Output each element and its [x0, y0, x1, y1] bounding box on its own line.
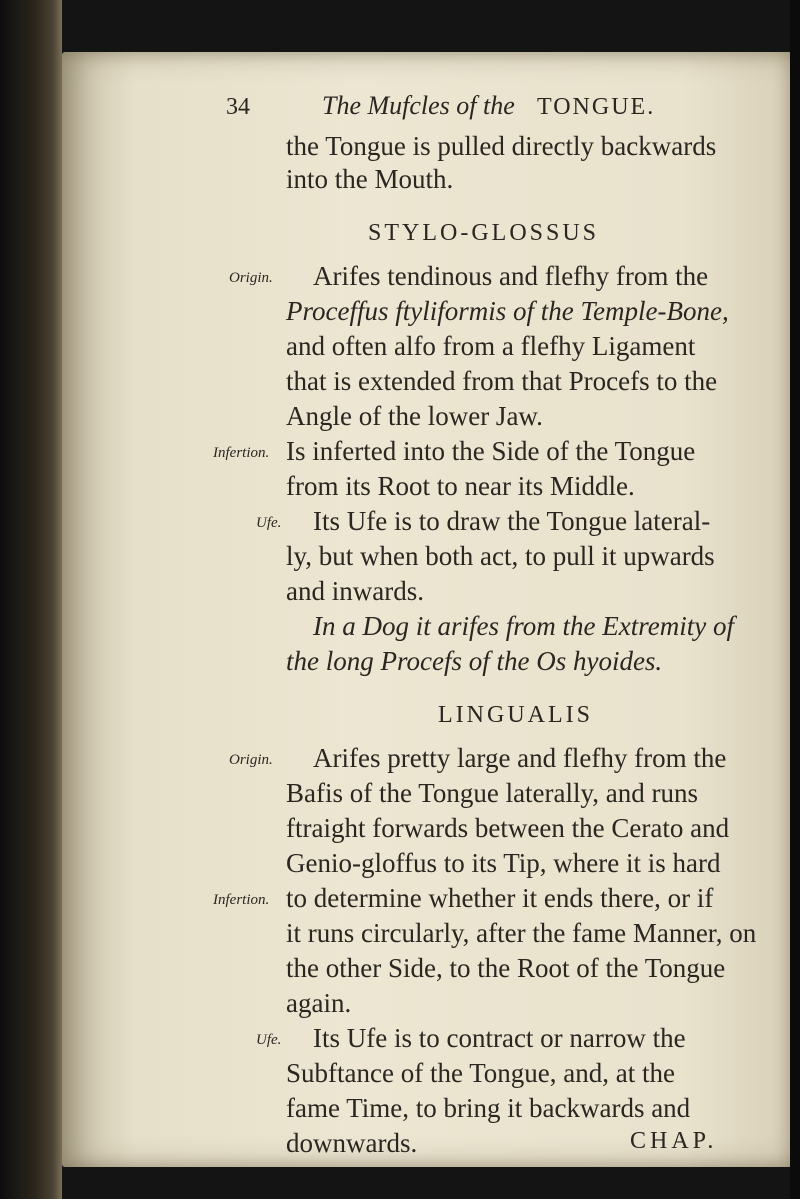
text-line: into the Mouth.	[286, 164, 454, 194]
section-heading: STYLO-GLOSSUS	[368, 220, 600, 246]
text-line: fame Time, to bring it backwards and	[286, 1093, 691, 1123]
text-line: Is inferted into the Side of the Tongue	[286, 436, 696, 466]
text-line: from its Root to near its Middle.	[286, 471, 635, 501]
margin-note-origin: Origin.	[229, 752, 273, 768]
running-title: The Mufcles of the	[322, 91, 515, 120]
text-line: and often alfo from a flefhy Ligament	[286, 331, 696, 361]
text-line: it runs circularly, after the fame Manner, on	[286, 918, 757, 948]
text-line: Subftance of the Tongue, and, at the	[286, 1058, 675, 1088]
page-number: 34	[226, 94, 250, 120]
section-heading: LINGUALIS	[438, 702, 593, 728]
text-line: to determine whether it ends there, or if	[286, 883, 714, 913]
text-line: again.	[286, 988, 352, 1018]
margin-note-origin: Origin.	[229, 270, 273, 286]
text-line: Genio-gloffus to its Tip, where it is hard	[286, 848, 721, 878]
margin-note-insertion: Infertion.	[213, 892, 270, 908]
page-edge	[790, 0, 800, 1199]
text-line: In a Dog it arifes from the Extremity of	[313, 611, 734, 641]
text-line: Its Ufe is to contract or narrow the	[313, 1023, 686, 1053]
margin-note-insertion: Infertion.	[213, 445, 270, 461]
text-line: Angle of the lower Jaw.	[286, 401, 543, 431]
text-line: that is extended from that Procefs to the	[286, 366, 718, 396]
running-title-smallcaps: TONGUE.	[537, 94, 656, 120]
margin-note-use: Ufe.	[256, 515, 282, 531]
book-gutter	[0, 0, 62, 1199]
catchword: CHAP.	[630, 1128, 718, 1154]
text-line: ly, but when both act, to pull it upwards	[286, 541, 715, 571]
text-line: the long Procefs of the Os hyoides.	[286, 646, 663, 676]
text-line: Proceffus ftyliformis of the Temple-Bone,	[286, 296, 729, 326]
text-line: Its Ufe is to draw the Tongue lateral-	[313, 506, 711, 536]
margin-note-use: Ufe.	[256, 1032, 282, 1048]
text-line: Arifes pretty large and flefhy from the	[313, 743, 727, 773]
text-line: ftraight forwards between the Cerato and	[286, 813, 730, 843]
text-line: the other Side, to the Root of the Tongue	[286, 953, 726, 983]
text-line: the Tongue is pulled directly backwards	[286, 131, 717, 161]
text-line: downwards.	[286, 1128, 418, 1158]
text-line: Bafis of the Tongue laterally, and runs	[286, 778, 699, 808]
text-line: Arifes tendinous and flefhy from the	[313, 261, 709, 291]
text-line: and inwards.	[286, 576, 424, 606]
